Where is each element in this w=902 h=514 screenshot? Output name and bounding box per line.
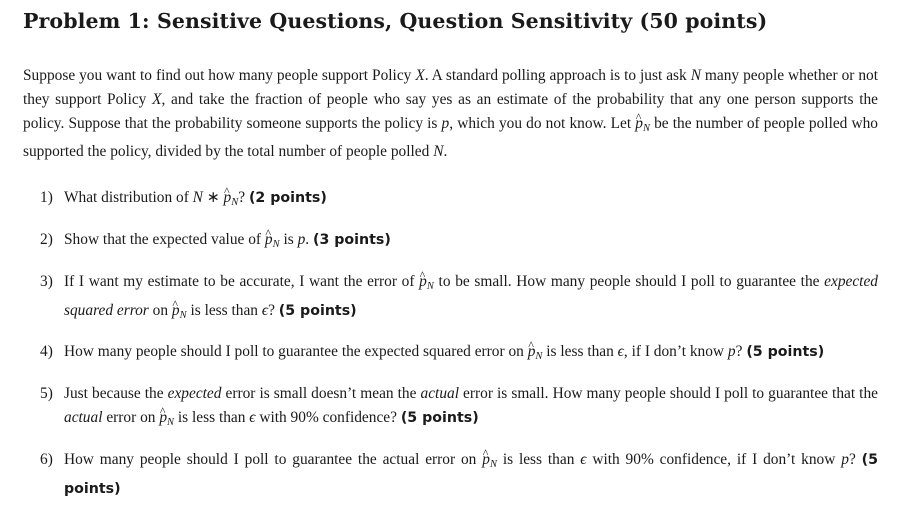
intro-text: Suppose you want to find out how many people support Policy: [23, 67, 416, 84]
intro-text: , and take the fraction of people who say yes as an estimate of the probability that any one person supports the policy. Suppose that the probability someone supports the policy is: [23, 90, 878, 132]
math-phat: ^ $p_N$: [528, 343, 543, 360]
intro-text: be the number of people polled who supported the policy, divided by the total number of people polled: [23, 114, 879, 161]
question-number: 6): [40, 450, 53, 468]
math-phat: ^ $p_N$: [265, 231, 280, 248]
problem-title: Problem 1: Sensitive Questions, Question Sensitivity (50 points): [23, 9, 768, 33]
math-var: N: [690, 67, 701, 84]
question-item: 3) If I want my estimate to be accurate, I want the error of ^ $p_N$ to be small. How many people should I poll to guarantee the expected squared error on ^ $p_N$ is less than ϵ? (5 points): [23, 270, 878, 328]
intro-paragraph: [23, 64, 878, 164]
question-item: 4) How many people should I poll to guarantee the expected squared error on ^ $p_N$ is less than ϵ, if I don’t know p? (5 points): [23, 340, 878, 369]
question-list: [23, 186, 878, 501]
math-var: N: [433, 143, 444, 161]
points-label: (5 points): [746, 344, 825, 361]
intro-text: many people whether or not they support Policy: [23, 67, 879, 108]
math-phat: ^ $p_N$: [419, 273, 434, 290]
points-label: (2 points): [248, 190, 327, 207]
intro-text: .: [443, 143, 448, 161]
question-item: 6) How many people should I poll to guarantee the actual error on ^ $p_N$ is less than ϵ with 90% confidence, if I don’t know p? (5 points): [23, 448, 878, 502]
emphasis-text: actual: [64, 408, 103, 426]
math-phat: ^ $p_N$: [224, 189, 239, 206]
points-label: (5 points): [64, 451, 879, 497]
math-phat: ^ $p_N$: [635, 115, 650, 132]
math-var: p: [441, 114, 450, 132]
question-number: 2): [40, 230, 53, 248]
emphasis-text: expected: [167, 385, 222, 403]
question-number: 1): [40, 189, 53, 207]
math-phat: ^ $p_N$: [159, 409, 174, 426]
points-label: (5 points): [400, 409, 479, 426]
math-var: X: [152, 90, 162, 108]
math-phat: ^ $p_N$: [172, 302, 187, 319]
question-item: 1) What distribution of N ∗ ^ $p_N$? (2 points): [23, 186, 878, 215]
question-number: 5): [40, 385, 53, 403]
question-number: 4): [40, 343, 53, 361]
points-label: (3 points): [312, 231, 391, 248]
intro-text: , which you do not know. Let: [449, 114, 636, 132]
emphasis-text: expected squared error: [64, 272, 878, 319]
intro-text: . A standard polling approach is to just ask: [424, 67, 691, 84]
emphasis-text: actual: [420, 385, 459, 403]
math-var: X: [415, 67, 425, 84]
points-label: (5 points): [278, 302, 357, 319]
math-phat: ^ $p_N$: [482, 451, 497, 468]
question-item: 2) Show that the expected value of ^ $p_N$ is p. (3 points): [23, 228, 878, 257]
question-number: 3): [40, 272, 53, 290]
question-item: 5) Just because the expected error is small doesn’t mean the actual error is small. How many people should I poll to guarantee that the actual error on ^ $p_N$ is less than ϵ with 90% confidence? (5 points): [23, 382, 878, 435]
